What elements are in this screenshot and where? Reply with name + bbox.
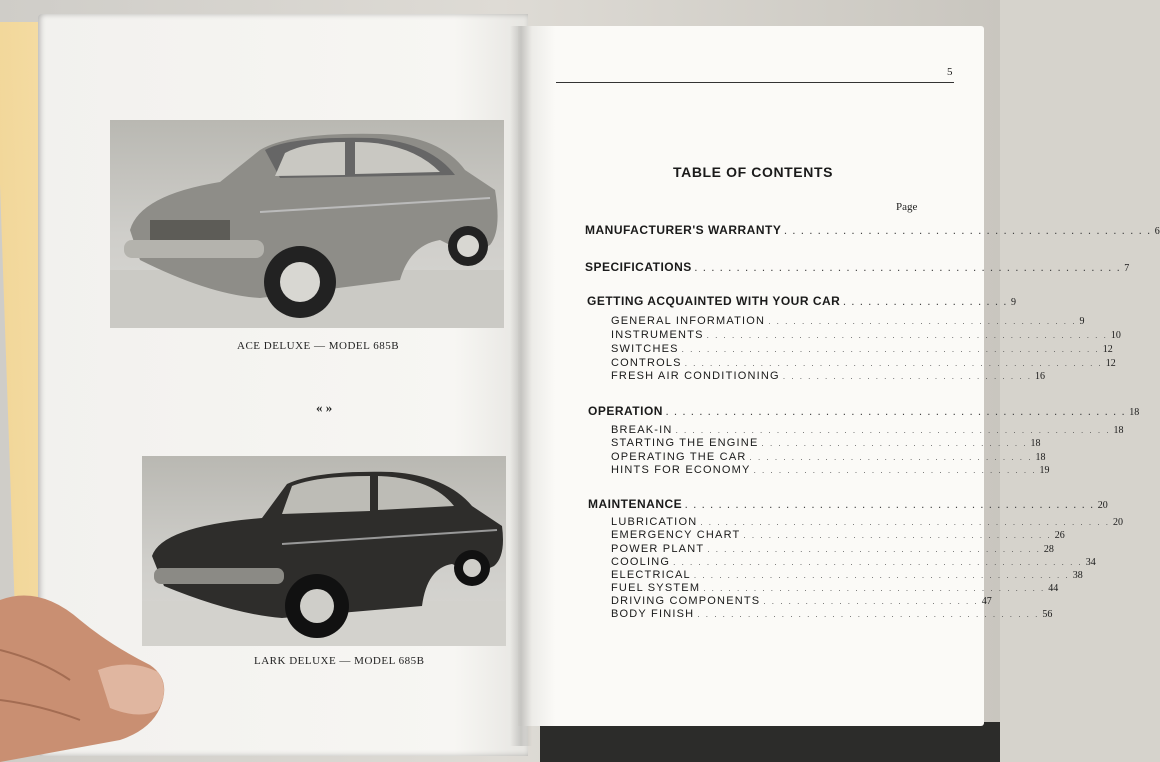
toc-page-number: 34: [1085, 557, 1096, 568]
toc-page-number: 56: [1042, 609, 1053, 620]
toc-item: [611, 370, 1045, 382]
leader-dots: . . . . . . . . . . . . . . . . . . . . . . . . . . . . . . . . . . . . . . . . . . . . . . . . .: [673, 558, 1083, 567]
leader-dots: . . . . . . . . . . . . . . . . . . . . . . . . . . . . . . . . . .: [753, 466, 1037, 475]
leader-dots: . . . . . . . . . . . . . . . . . . . . . . . . . . . . . . . .: [761, 439, 1028, 448]
toc-page-number: 47: [981, 596, 992, 607]
toc-item: [611, 329, 1121, 341]
toc-page-number: 12: [1105, 358, 1116, 369]
toc-page-number: 18: [1129, 407, 1140, 418]
toc-item: [611, 315, 1085, 327]
page-column-header: Page: [896, 201, 918, 213]
leader-dots: . . . . . . . . . . . . . . . . . . . . . . . . . . . . . . . . . . . . . . . . .: [697, 610, 1040, 619]
toc-item: [611, 582, 1059, 594]
toc-page-number: 10: [1110, 330, 1121, 341]
toc-page-number: 6: [1154, 226, 1160, 237]
toc-item-label: FRESH AIR CONDITIONING: [611, 370, 780, 382]
toc-item: [611, 516, 1123, 528]
toc-item: [611, 464, 1050, 476]
page-number: 5: [947, 66, 953, 78]
toc-page-number: 16: [1034, 371, 1045, 382]
separator-glyph: « »: [316, 400, 333, 415]
toc-page-number: 20: [1112, 517, 1123, 528]
toc-item-label: SWITCHES: [611, 343, 679, 355]
toc-item-label: COOLING: [611, 556, 671, 568]
toc-item-label: POWER PLANT: [611, 543, 705, 555]
toc-item-label: HINTS FOR ECONOMY: [611, 464, 751, 476]
leader-dots: . . . . . . . . . . . . . . . . . . . . . . . . . . . . . . . . . . . . . . . . . . . . . . . . .: [685, 501, 1095, 510]
toc-page-number: 18: [1030, 438, 1041, 449]
toc-item-label: ELECTRICAL: [611, 569, 691, 581]
toc-section-warranty: [585, 223, 1160, 237]
leader-dots: . . . . . . . . . . . . . . . . . . . . . . . . . . . . . . . . . . . . .: [743, 531, 1052, 540]
leader-dots: . . . . . . . . . . . . . . . . . . . . . . . . . . . . . . . . . . . . . . . . . . . . . . . . .: [700, 518, 1110, 527]
toc-item: [611, 343, 1113, 355]
leader-dots: . . . . . . . . . . . . . . . . . . . . . . . . . . . . . . . . . . . . . . . . . . . . . . . . . .: [681, 345, 1100, 354]
toc-item-label: FUEL SYSTEM: [611, 582, 701, 594]
toc-item-label: STARTING THE ENGINE: [611, 437, 759, 449]
toc-section-label: GETTING ACQUAINTED WITH YOUR CAR: [587, 294, 841, 308]
toc-item: [611, 543, 1054, 555]
toc-item: [611, 556, 1096, 568]
toc-section-operation: [588, 404, 1140, 418]
toc-section-getting-acquainted: [587, 294, 1017, 308]
toc-item: [611, 608, 1053, 620]
leader-dots: . . . . . . . . . . . . . . . . . . . . . . . . . . . . . . . . . . . . . . . . . . . .: [784, 227, 1152, 236]
leader-dots: . . . . . . . . . . . . . . . . . . . . . . . . . . . . . .: [782, 372, 1032, 381]
car-photo-ace-deluxe: [110, 120, 504, 328]
toc-page-number: 26: [1054, 530, 1065, 541]
leader-dots: . . . . . . . . . . . . . . . . . . . . . . . . . . . . . . . . . . . . . . . . . . . . . . . .: [706, 331, 1108, 340]
caption-lark-deluxe: LARK DELUXE — MODEL 685B: [254, 655, 425, 667]
leader-dots: . . . . . . . . . . . . . . . . . . . . . . . . . . . . . . . . . . . . . . . . . . . . . . . . . .: [684, 359, 1103, 368]
toc-page-number: 9: [1011, 297, 1017, 308]
toc-page-number: 20: [1097, 500, 1108, 511]
toc-item-label: EMERGENCY CHART: [611, 529, 741, 541]
leader-dots: . . . . . . . . . . . . . . . . . . . . . . . . . . . . . . . . . .: [749, 453, 1033, 462]
toc-section-label: SPECIFICATIONS: [585, 260, 692, 274]
toc-section-label: OPERATION: [588, 404, 663, 418]
book-gutter: [510, 26, 532, 746]
toc-item-label: OPERATING THE CAR: [611, 451, 747, 463]
toc-item: [611, 595, 992, 607]
toc-item-label: CONTROLS: [611, 357, 682, 369]
toc-section-label: MAINTENANCE: [588, 497, 683, 511]
toc-item-label: INSTRUMENTS: [611, 329, 704, 341]
toc-page-number: 9: [1079, 316, 1085, 327]
toc-section-maintenance: [588, 497, 1108, 511]
toc-item: [611, 451, 1046, 463]
leader-dots: . . . . . . . . . . . . . . . . . . . .: [843, 298, 1009, 307]
leader-dots: . . . . . . . . . . . . . . . . . . . . . . . . . . . . . . . . . . . . . . . . . . . . . . . . . . .: [694, 264, 1122, 273]
toc-title: TABLE OF CONTENTS: [673, 164, 834, 180]
toc-item-label: GENERAL INFORMATION: [611, 315, 766, 327]
car-photo-lark-deluxe: [142, 456, 506, 646]
leader-dots: . . . . . . . . . . . . . . . . . . . . . . . . . .: [763, 597, 979, 606]
toc-page-number: 28: [1043, 544, 1054, 555]
toc-item: [611, 424, 1124, 436]
toc-section-label: MANUFACTURER'S WARRANTY: [585, 223, 782, 237]
toc-page-number: 18: [1035, 452, 1046, 463]
leader-dots: . . . . . . . . . . . . . . . . . . . . . . . . . . . . . . . . . . . . .: [768, 317, 1077, 326]
toc-page-number: 44: [1048, 583, 1059, 594]
leader-dots: . . . . . . . . . . . . . . . . . . . . . . . . . . . . . . . . . . . . . . . . . . . . . . . . . . . . . . .: [665, 408, 1127, 417]
caption-ace-deluxe: ACE DELUXE — MODEL 685B: [237, 340, 400, 352]
toc-section-specifications: [585, 260, 1130, 274]
toc-item: [611, 529, 1065, 541]
toc-item-label: BREAK-IN: [611, 424, 673, 436]
dark-surface: [540, 722, 1000, 762]
toc-item-label: DRIVING COMPONENTS: [611, 595, 761, 607]
leader-dots: . . . . . . . . . . . . . . . . . . . . . . . . . . . . . . . . . . . . . . . . . . . . .: [693, 571, 1070, 580]
toc-page-number: 38: [1072, 570, 1083, 581]
toc-page-number: 19: [1039, 465, 1050, 476]
header-rule: [556, 82, 954, 83]
hand-thumb: [0, 590, 170, 762]
toc-page-number: 18: [1113, 425, 1124, 436]
leader-dots: . . . . . . . . . . . . . . . . . . . . . . . . . . . . . . . . . . . . . . . . . . . . . . . . . . . .: [675, 426, 1111, 435]
toc-page-number: 7: [1124, 263, 1130, 274]
leader-dots: . . . . . . . . . . . . . . . . . . . . . . . . . . . . . . . . . . . . . . . .: [707, 545, 1041, 554]
toc-item: [611, 357, 1116, 369]
toc-page-number: 12: [1102, 344, 1113, 355]
toc-item-label: LUBRICATION: [611, 516, 698, 528]
toc-item: [611, 569, 1083, 581]
toc-item-label: BODY FINISH: [611, 608, 695, 620]
toc-item: [611, 437, 1041, 449]
leader-dots: . . . . . . . . . . . . . . . . . . . . . . . . . . . . . . . . . . . . . . . . .: [703, 584, 1046, 593]
